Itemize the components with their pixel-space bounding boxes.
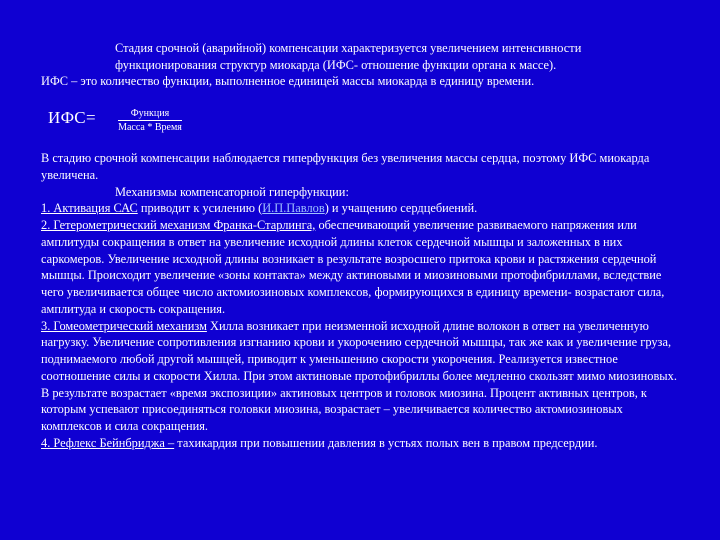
mechanism-item-3 (41, 318, 681, 435)
mechanism-3-text: Хилла возникает при неизменной исходной длине волокон в ответ на увеличенную нагрузку. Увеличение сопротивления изгнанию крови и укорочению сердечной мышцы, так же как и увеличение груза, поднимаемого любой другой мышцей, приводит к уменьшению скорости укорочения. Реализуется известное соотношение силы и скорости Хилла. При этом актиновые протофибриллы более медленно скользят мимо миозиновых. В результате возрастает «время экспозиции» актиновых центров и головок миозина. Процент активных центров, к которым успевают присоединяться головки миозина, возрастает – увеличивается количество актомиозиновых комплексов и сила сокращения. (41, 318, 677, 433)
mechanism-1-text-b: ) и учащению сердцебиений. (324, 201, 478, 216)
mechanism-item-4 (41, 435, 681, 452)
mechanism-4-title: 4. Рефлекс Бейнбриджа – (41, 435, 175, 450)
intro-definition: Стадия срочной (аварийной) компенсации характеризуется увеличением интенсивности функционирования структур миокарда (ИФС- отношение функции органа к массе). (115, 41, 582, 72)
mechanism-item-2 (41, 217, 681, 318)
formula-fraction (110, 108, 190, 134)
formula-lhs: ИФС= (48, 108, 96, 127)
pavlov-link[interactable]: И.П.Павлов (262, 201, 325, 216)
fraction-bar (118, 120, 182, 121)
intro-ifs-definition: ИФС – это количество функции, выполненное единицей массы миокарда в единицу времени. (41, 74, 535, 88)
mechanism-4-text: тахикардия при повышении давления в устьях полых вен в правом предсердии. (174, 435, 598, 450)
mechanisms-heading: Механизмы компенсаторной гиперфункции: (115, 184, 349, 199)
mechanism-item-1 (41, 200, 681, 217)
formula-numerator: Функция (130, 108, 170, 119)
paragraph-hyperfunction: В стадию срочной компенсации наблюдается гиперфункция без увеличения массы сердца, поэтому ИФС миокарда увеличена. (41, 151, 650, 182)
mechanism-2-text: обеспечивающий увеличение развиваемого напряжения или амплитуды сокращения в ответ на увеличение исходной длины клеток сердечной мышцы и заложенных в них саркомеров. Увеличение исходной длины возникает в результате возросшего притока крови и растяжения сердечной мышцы. Происходит увеличение «зоны контакта» между актиновыми и миозиновыми протофибриллами, вследствие чего увеличивается общее число актомиозиновых комплексов, формирующихся в единицу времени- возрастают сила, амплитуда и скорость сокращения. (41, 218, 665, 316)
intro-block (41, 40, 681, 90)
mechanism-2-title: 2. Гетерометрический механизм Франка-Старлинга, (41, 218, 316, 232)
body-text (41, 150, 681, 452)
mechanism-1-title: 1. Активация САС (41, 201, 138, 216)
mechanism-3-title: 3. Гомеометрический механизм (41, 318, 207, 333)
mechanism-1-text-a: приводит к усилению ( (137, 201, 263, 216)
formula-denominator: Масса * Время (118, 122, 182, 133)
